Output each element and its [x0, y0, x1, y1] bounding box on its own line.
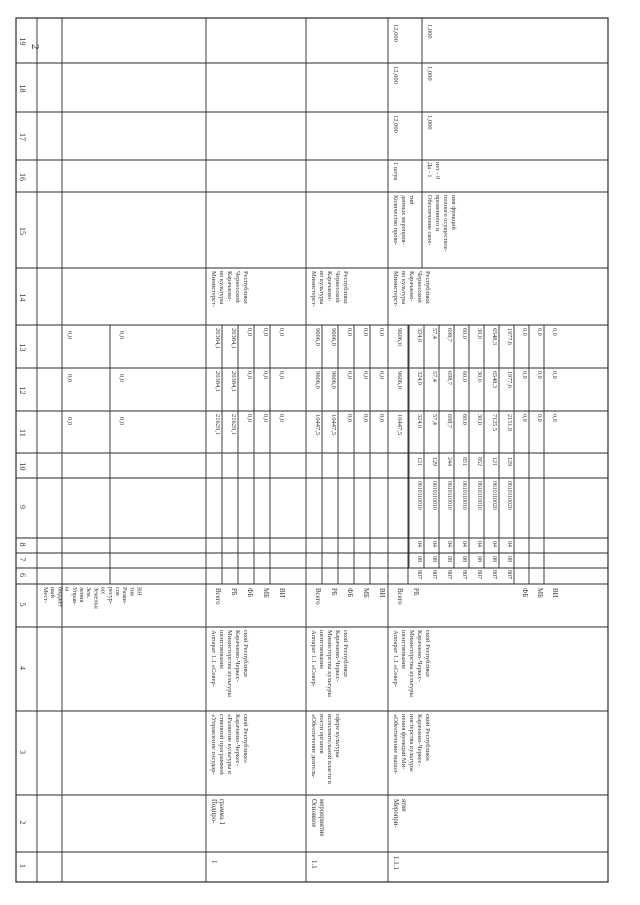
- header-col5-line: Зем.: [85, 587, 93, 599]
- column-number-17: 17: [18, 133, 27, 141]
- row-source: МБ: [262, 588, 269, 598]
- row-source: ВИ: [278, 588, 285, 598]
- header-col5-line: ный: [49, 587, 57, 598]
- section-name: ности органов: [318, 714, 325, 754]
- value-col8: 04: [506, 541, 512, 547]
- row-source: ФБ: [521, 588, 528, 598]
- value-col11: 0,0: [521, 414, 528, 422]
- value-col13: 60,0: [461, 328, 468, 339]
- value-col10: 121: [491, 457, 497, 466]
- column-number-14: 14: [18, 293, 27, 302]
- value-col11: 30,0: [476, 414, 483, 425]
- section-responsible: Республики: [424, 271, 431, 304]
- header-col5-line: ВН: [135, 587, 143, 596]
- section-responsible: Черкесской: [234, 271, 241, 303]
- indicator-2-col17: 1,000: [426, 115, 433, 130]
- indicator-1-name: денных мероприя-: [400, 195, 407, 245]
- value-col11: 698,7: [446, 414, 453, 428]
- value-col13: 0,0: [362, 328, 369, 337]
- indicator-2-unit: нет - 0: [434, 162, 441, 180]
- value-col9: 0610110020: [506, 481, 512, 510]
- indicator-1-col18: 12,000: [392, 66, 399, 84]
- value-col7: 08: [416, 556, 422, 562]
- column-number-2: 2: [18, 820, 27, 825]
- column-number-7: 7: [18, 557, 27, 562]
- value-col10: 244: [446, 457, 452, 466]
- section-name: Карачаево-Черкес-: [234, 714, 241, 766]
- header-zero-12: 0,0: [66, 374, 73, 383]
- section-executor: ской Республики: [424, 630, 431, 677]
- value-col12: 698,7: [446, 371, 453, 385]
- header-col5-caption: [42, 587, 143, 609]
- row-source: Всего: [314, 588, 321, 605]
- header-col5-line: ления: [78, 587, 85, 603]
- section-responsible: Черкесской: [334, 271, 341, 303]
- section-name: нения функций Ми-: [400, 714, 407, 770]
- section-executor: Аппарат 1.1 «Совер-: [392, 630, 399, 687]
- column-number-1: 1: [18, 864, 27, 868]
- value-col9: 0610110010: [461, 481, 467, 510]
- row-source: ВИ: [551, 588, 558, 598]
- value-col7: 08: [461, 556, 467, 562]
- value-col12: 9606,0: [330, 371, 337, 389]
- value-col8: 04: [476, 541, 482, 547]
- value-col11: 0,0: [362, 414, 369, 423]
- value-col13: 0,0: [551, 328, 558, 336]
- section-executor: Министерства культуры: [326, 630, 333, 697]
- indicator-1-name: тий: [408, 195, 415, 205]
- row-source: РБ: [230, 588, 237, 596]
- section-responsible: Карачаево-: [326, 271, 333, 302]
- value-col8: 04: [431, 541, 437, 547]
- section-executor: шенствование: [218, 630, 225, 670]
- section-executor: Аппарат 1.1 «Совер-: [310, 630, 317, 687]
- section-name: ской Республике»: [242, 714, 249, 764]
- column-number-3: 3: [18, 750, 27, 754]
- indicator-2-col19: 1,000: [426, 24, 433, 39]
- row-source: ВИ: [378, 588, 385, 598]
- section-main-activity-1-1: [310, 271, 385, 869]
- row-source-rb: РБ: [412, 588, 419, 596]
- header-zero-13: 0,0: [66, 331, 73, 340]
- value-col9: 0610110010: [446, 481, 452, 510]
- column-number-15: 15: [18, 227, 27, 235]
- indicator-2-name: Обеспечение свое-: [426, 195, 433, 246]
- row-source: РБ: [330, 588, 337, 596]
- row-source: ФБ: [346, 588, 353, 598]
- section-executor: Карачаево-Черкес-: [416, 630, 423, 682]
- column-number-12: 12: [18, 386, 27, 395]
- value-col13: 0,0: [262, 328, 269, 337]
- value-col7: 08: [431, 556, 437, 562]
- section-responsible: Карачаево-: [226, 271, 233, 302]
- total-col11: 10447,5: [396, 414, 403, 436]
- value-col10: 129: [506, 457, 512, 466]
- column-number-9: 9: [18, 505, 27, 509]
- value-col12: 9606,0: [314, 371, 321, 389]
- value-col7: 08: [491, 556, 497, 562]
- value-col6: 807: [416, 570, 422, 579]
- value-col11: 10447,5: [330, 414, 337, 436]
- header-zero-11: 0,0: [66, 417, 73, 426]
- value-col11: 0,0: [551, 414, 558, 422]
- value-col12: 0,0: [551, 371, 558, 379]
- value-col13: 0,0: [378, 328, 385, 337]
- section-type: грамма 1: [218, 799, 225, 825]
- value-col9: 0610110010: [476, 481, 482, 510]
- total-col12: 9606,0: [396, 371, 403, 389]
- value-col12: 0,0: [536, 371, 543, 379]
- header-col5-line: Земельн: [92, 587, 100, 609]
- value-col13: 57,4: [431, 328, 438, 339]
- value-col13: 9606,0: [330, 328, 337, 346]
- section-name: исполнительной власти в: [326, 714, 333, 784]
- row-source: Всего: [214, 588, 221, 605]
- value-col7: 08: [446, 556, 452, 562]
- section-number: 1.1: [310, 860, 318, 869]
- value-col10: 851: [461, 457, 467, 466]
- value-col11: 21629,1: [230, 414, 237, 436]
- section-activity-1-1-1: [392, 18, 558, 871]
- header-col5-line: сов: [114, 587, 121, 596]
- indicator-1-col19: 12,000: [392, 24, 399, 42]
- header-col5-line: бюджет: [56, 587, 64, 608]
- section-name: Карачаево-Черкес-: [416, 714, 423, 766]
- section-type: ятие: [400, 799, 407, 812]
- section-responsible: во культуры: [400, 271, 407, 305]
- value-col8: 04: [446, 541, 452, 547]
- value-col11: 0,0: [536, 414, 543, 422]
- value-col12: 0,0: [246, 371, 253, 380]
- value-col13: 0,0: [521, 328, 528, 336]
- value-col6: 807: [476, 570, 482, 579]
- row-source: МБ: [362, 588, 369, 598]
- column-number-13: 13: [18, 343, 27, 352]
- section-name: «Обеспечение деятель-: [310, 714, 317, 779]
- value-col6: 807: [461, 570, 467, 579]
- header-col5-line: Разви-: [121, 587, 129, 604]
- value-col10: 852: [476, 457, 482, 466]
- value-col12: 6548,3: [491, 371, 498, 389]
- header-col5-line: Управ-: [70, 587, 78, 605]
- value-col13: 20384,1: [214, 328, 221, 350]
- value-col12: 0,0: [278, 371, 285, 380]
- column-number-19: 19: [18, 37, 27, 46]
- value-col12: 0,0: [521, 371, 528, 379]
- section-type: Подпро-: [210, 799, 217, 824]
- header-zero-b-12: 0,0: [118, 374, 125, 383]
- value-col7: 08: [476, 556, 482, 562]
- section-executor: шенствование: [318, 630, 325, 670]
- value-col6: 807: [446, 570, 452, 579]
- section-executor: ской Республики: [242, 630, 249, 677]
- value-col13: 6548,3: [491, 328, 498, 346]
- value-col13: 9606,0: [314, 328, 321, 346]
- value-col13: 0,0: [346, 328, 353, 337]
- section-executor: ской Республики: [342, 630, 349, 677]
- section-name: «Управление государ-: [210, 714, 217, 775]
- section-type: мероприятие: [318, 799, 325, 837]
- section-subprogram-1: [210, 271, 285, 864]
- section-executor: Карачаево-Черкес-: [234, 630, 241, 682]
- value-col11: 60,0: [461, 414, 468, 425]
- section-executor: Министерства культуры: [408, 630, 415, 697]
- value-col13: 1977,6: [506, 328, 513, 346]
- value-col12: 57,4: [431, 371, 438, 382]
- indicator-2-name: временного и: [434, 195, 441, 232]
- value-col12: 324,0: [416, 371, 423, 385]
- value-col11: 57,4: [431, 414, 438, 425]
- value-col12: 0,0: [362, 371, 369, 380]
- value-col13: 0,0: [536, 328, 543, 336]
- indicator-1-name: Количество прове-: [392, 195, 399, 246]
- value-col12: 60,0: [461, 371, 468, 382]
- value-col10: 121: [416, 457, 422, 466]
- value-col11: 7125,5: [491, 414, 498, 432]
- value-col12: 30,0: [476, 371, 483, 382]
- value-col9: 0610110010: [431, 481, 437, 510]
- column-number-5: 5: [18, 602, 27, 607]
- value-col11: 0,0: [262, 414, 269, 423]
- row-source: ФБ: [246, 588, 253, 598]
- header-col5-line: ых: [99, 587, 107, 595]
- value-col7: 08: [506, 556, 512, 562]
- value-col13: 0,0: [246, 328, 253, 337]
- column-number-4: 4: [18, 666, 27, 670]
- value-col13: 0,0: [278, 328, 285, 337]
- section-executor: шенствование: [400, 630, 407, 670]
- value-col11: 2151,9: [506, 414, 513, 432]
- value-col13: 698,7: [446, 328, 453, 342]
- value-col11: 324,0: [416, 414, 423, 428]
- value-col12: 0,0: [262, 371, 269, 380]
- value-col11: 0,0: [278, 414, 285, 423]
- section-responsible: Республики: [242, 271, 249, 304]
- value-col12: 0,0: [346, 371, 353, 380]
- value-col11: 21629,1: [214, 414, 221, 436]
- section-executor: Министерства культуры: [226, 630, 233, 697]
- value-col10: 129: [431, 457, 437, 466]
- value-col12: 1977,6: [506, 371, 513, 389]
- value-col8: 04: [416, 541, 422, 547]
- section-responsible: Министерст-: [210, 271, 217, 307]
- section-type: Основное: [310, 799, 317, 828]
- indicator-2-unit: Да - 1: [426, 162, 433, 178]
- value-col12: 20384,1: [214, 371, 221, 393]
- section-number: 1: [210, 860, 218, 864]
- column-number-6: 6: [18, 573, 27, 577]
- column-number-8: 8: [18, 542, 27, 547]
- section-executor: Аппарат 1.1 «Совер-: [210, 630, 217, 687]
- section-executor: Карачаево-Черкес-: [334, 630, 341, 682]
- header-col5-line: Мест-: [42, 587, 49, 603]
- indicator-2-name: ния функций: [450, 195, 457, 230]
- section-type: Меропри-: [392, 799, 399, 828]
- value-col11: 0,0: [378, 414, 385, 423]
- value-col12: 0,0: [378, 371, 385, 380]
- row-source: МБ: [536, 588, 543, 598]
- indicator-1-unit: 1 штук: [392, 162, 399, 181]
- value-col9: 0610110020: [491, 481, 497, 510]
- value-col6: 807: [506, 570, 512, 579]
- indicator-2-name: полного осуществле-: [442, 195, 449, 252]
- section-name: ственной программой: [218, 714, 225, 775]
- section-responsible: во культуры: [218, 271, 225, 305]
- section-name: «Обеспечение выпол-: [392, 714, 399, 775]
- section-name: «Развитие культуры в: [226, 714, 233, 775]
- section-name: ской Республики: [424, 714, 431, 761]
- section-name: нистерства культуры: [408, 714, 415, 772]
- value-col8: 04: [461, 541, 467, 547]
- value-col6: 807: [431, 570, 437, 579]
- indicator-1-col17: 12,000: [392, 115, 399, 133]
- section-responsible: Республики: [342, 271, 349, 304]
- value-col9: 0610110010: [416, 481, 422, 510]
- column-number-11: 11: [18, 429, 27, 437]
- column-number-18: 18: [18, 84, 27, 93]
- section-responsible: Карачаево-: [408, 271, 415, 302]
- header-col5-line: тия: [128, 587, 136, 596]
- value-col12: 20384,1: [230, 371, 237, 393]
- row-source: Всего: [396, 588, 403, 605]
- header-zero-b-13: 0,0: [118, 331, 125, 340]
- value-col13: 324,0: [416, 328, 423, 342]
- value-col11: 0,0: [346, 414, 353, 423]
- column-number-10: 10: [18, 462, 27, 471]
- section-name: сфере культуры: [334, 714, 341, 758]
- value-col13: 20384,1: [230, 328, 237, 350]
- section-responsible: Министерст-: [310, 271, 317, 307]
- header-col5-line: ы: [63, 587, 71, 592]
- column-number-16: 16: [18, 173, 27, 181]
- value-col6: 807: [491, 570, 497, 579]
- value-col8: 04: [491, 541, 497, 547]
- value-col11: 0,0: [246, 414, 253, 423]
- header-zero-b-11: 0,0: [118, 417, 125, 426]
- section-responsible: во культуры: [318, 271, 325, 305]
- header-col5-line: ресур-: [106, 587, 114, 604]
- section-responsible: Министерст-: [392, 271, 399, 307]
- indicator-2-col18: 1,000: [426, 66, 433, 81]
- section-number: 1.1.1: [392, 856, 400, 870]
- value-col13: 30,0: [476, 328, 483, 339]
- total-col13: 9606,0: [396, 328, 403, 346]
- value-col11: 10447,5: [314, 414, 321, 436]
- section-responsible: Черкесской: [416, 271, 423, 303]
- page-number: 2: [29, 44, 41, 50]
